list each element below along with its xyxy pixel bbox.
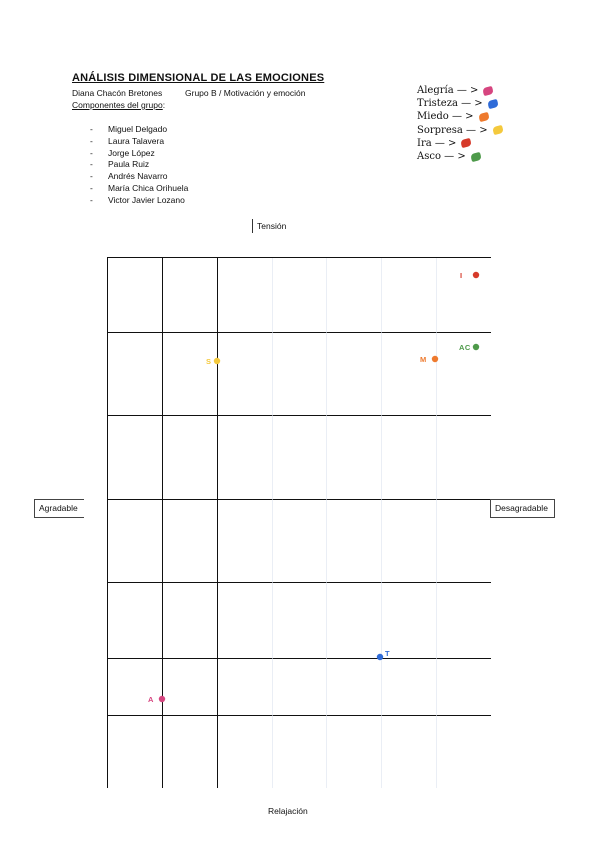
list-item: - María Chica Orihuela bbox=[90, 182, 189, 193]
list-item: - Miguel Delgado bbox=[90, 124, 168, 134]
point-sorpresa bbox=[206, 357, 220, 366]
list-item: - Laura Talavera bbox=[90, 135, 165, 146]
point-marker-miedo bbox=[432, 356, 438, 362]
list-item: - Jorge López bbox=[90, 147, 155, 158]
point-label-ira: I bbox=[460, 271, 463, 280]
point-marker-tristeza bbox=[377, 654, 383, 660]
point-marker-sorpresa bbox=[214, 358, 220, 364]
point-label-tristeza: T bbox=[385, 649, 391, 658]
legend-item-ira: Ira — > bbox=[417, 137, 503, 150]
axis-label-agradable: Agradable bbox=[34, 499, 84, 518]
point-label-alegria: A bbox=[148, 695, 154, 704]
point-asco bbox=[459, 343, 479, 352]
members-heading: Componentes del grupo: bbox=[72, 100, 166, 110]
legend-item-miedo: Miedo — > bbox=[417, 110, 503, 123]
legend-item-asco: Asco — > bbox=[417, 150, 503, 163]
point-marker-asco bbox=[473, 344, 479, 350]
axis-label-desagradable: Desagradable bbox=[490, 499, 555, 518]
point-marker-ira bbox=[473, 272, 479, 278]
point-label-miedo: M bbox=[420, 355, 427, 364]
group-name: Grupo B / Motivación y emoción bbox=[185, 88, 306, 98]
legend-item-sorpresa: Sorpresa — > bbox=[417, 124, 503, 137]
point-miedo bbox=[420, 355, 438, 364]
author-name: Diana Chacón Bretones bbox=[72, 88, 163, 98]
axis-label-relajacion: Relajación bbox=[262, 804, 314, 818]
page-title: ANÁLISIS DIMENSIONAL DE LAS EMOCIONES bbox=[72, 72, 325, 84]
point-marker-alegria bbox=[159, 696, 165, 702]
list-item: - Andrés Navarro bbox=[90, 171, 168, 182]
point-ira bbox=[460, 271, 479, 280]
list-item: - Victor Javier Lozano bbox=[90, 194, 185, 205]
list-item: - Paula Ruiz bbox=[90, 159, 150, 170]
point-label-asco: AC bbox=[459, 343, 471, 352]
legend-item-tristeza: Tristeza — > bbox=[417, 97, 503, 110]
legend-item-alegria: Alegría — > bbox=[417, 84, 503, 97]
point-label-sorpresa: S bbox=[206, 357, 212, 366]
axis-label-tension: Tensión bbox=[252, 219, 292, 233]
